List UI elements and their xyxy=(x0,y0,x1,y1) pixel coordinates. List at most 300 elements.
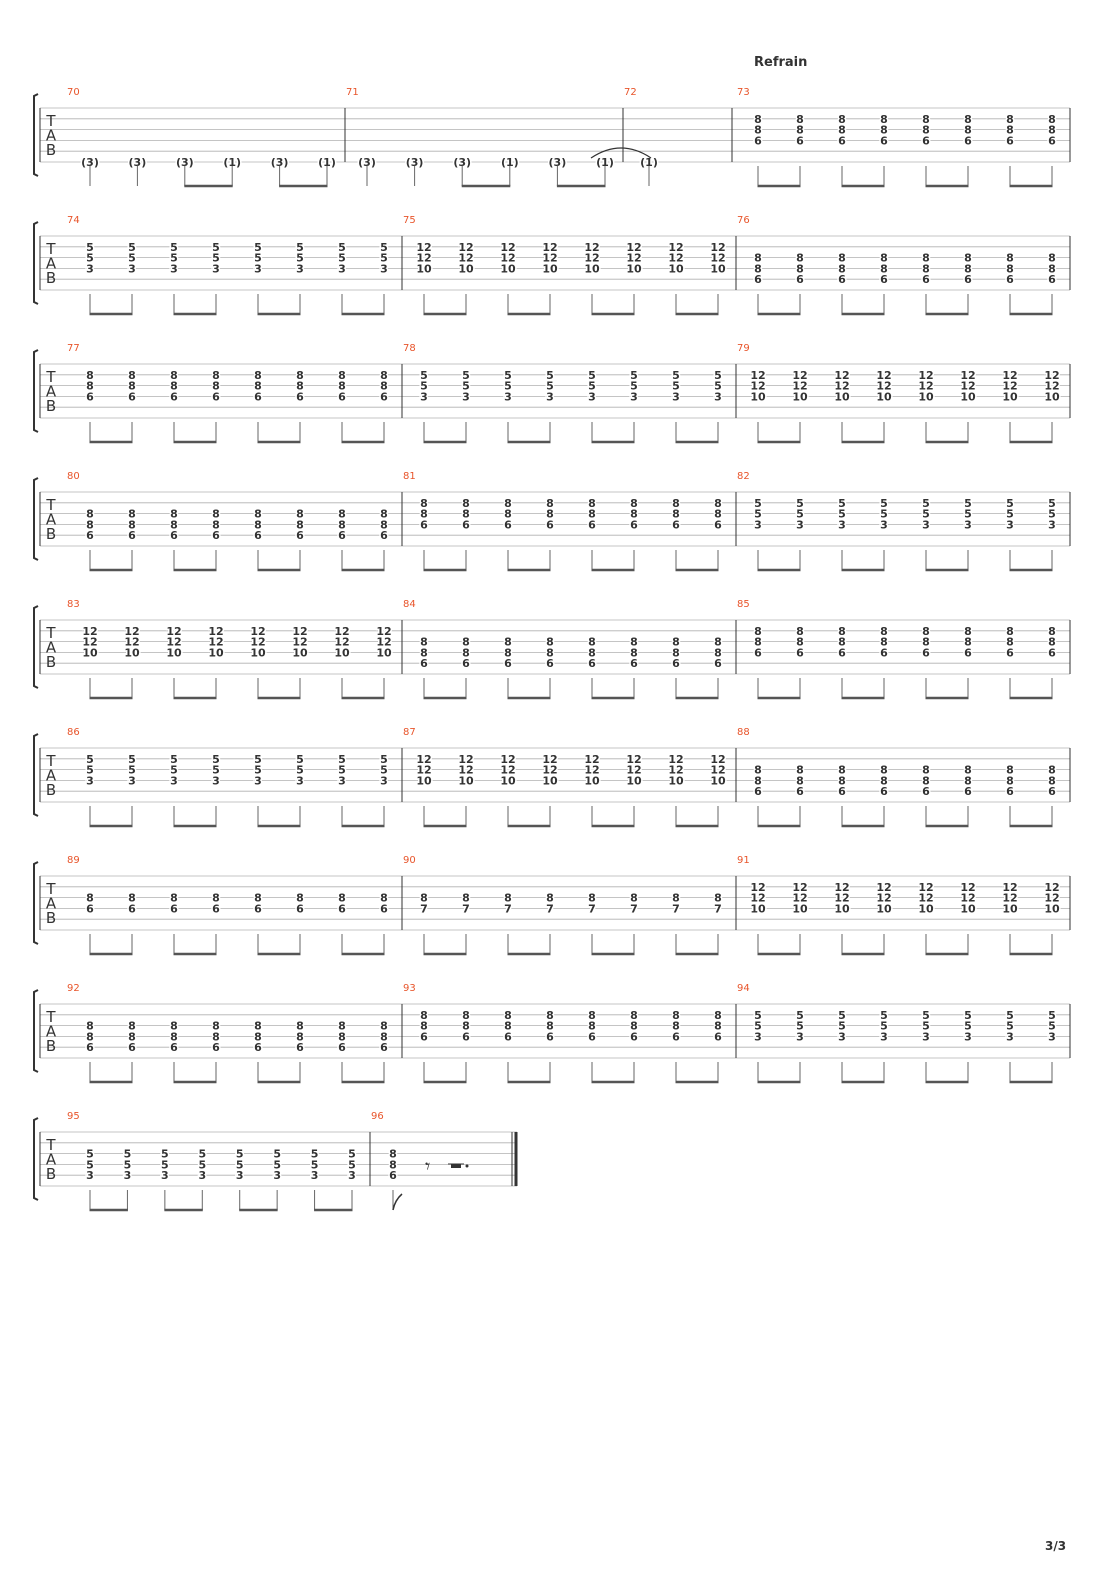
fret-number: 5 xyxy=(128,240,136,254)
fret-number: 10 xyxy=(1044,902,1060,916)
fret-number: 8 xyxy=(546,496,554,510)
fret-number: 12 xyxy=(626,763,642,777)
fret-number: 8 xyxy=(880,251,888,265)
fret-number: 8 xyxy=(1048,624,1056,638)
fret-number: 8 xyxy=(170,1030,178,1044)
fret-number: 3 xyxy=(588,390,596,404)
fret-number: 10 xyxy=(500,774,516,788)
fret-number: 8 xyxy=(880,624,888,638)
fret-number: 5 xyxy=(1048,1019,1056,1033)
fret-number: 7 xyxy=(672,902,680,916)
fret-number: 10 xyxy=(500,262,516,276)
fret-number: 5 xyxy=(348,1147,356,1161)
fret-number: (3) xyxy=(358,156,376,169)
fret-number: 6 xyxy=(922,134,930,148)
fret-number: 6 xyxy=(714,1030,722,1044)
fret-number: 3 xyxy=(672,390,680,404)
fret-number: 8 xyxy=(254,1019,262,1033)
fret-number: 5 xyxy=(198,1147,207,1161)
fret-number: 8 xyxy=(462,646,470,660)
fret-number: 3 xyxy=(338,774,346,788)
fret-number: 8 xyxy=(630,635,638,649)
fret-number: 12 xyxy=(542,763,558,777)
fret-number: 5 xyxy=(672,379,680,393)
tab-clef-letter: T xyxy=(46,368,56,386)
fret-number: 10 xyxy=(960,902,976,916)
measure-number: 75 xyxy=(403,215,416,226)
fret-number: 8 xyxy=(546,1008,554,1022)
fret-number: 6 xyxy=(380,390,388,404)
fret-number: 5 xyxy=(462,379,470,393)
fret-number: 8 xyxy=(504,496,512,510)
fret-number: 6 xyxy=(1006,273,1014,287)
fret-number: 12 xyxy=(1002,368,1018,382)
tab-clef-letter: T xyxy=(46,496,56,514)
fret-number: 8 xyxy=(1006,112,1014,126)
fret-number: 8 xyxy=(420,496,428,510)
fret-number: 6 xyxy=(546,657,554,671)
fret-number: 5 xyxy=(348,1158,356,1172)
fret-number: 5 xyxy=(504,368,512,382)
fret-number: 12 xyxy=(584,763,600,777)
fret-number: 10 xyxy=(668,774,684,788)
fret-number: 8 xyxy=(420,891,428,905)
fret-number: 6 xyxy=(338,1041,346,1055)
system-bracket xyxy=(34,606,38,688)
fret-number: 8 xyxy=(1048,112,1056,126)
fret-number: (1) xyxy=(318,156,336,169)
fret-number: 8 xyxy=(672,635,680,649)
measure-number: 80 xyxy=(67,471,80,482)
fret-number: 8 xyxy=(1048,251,1056,265)
fret-number: 12 xyxy=(668,251,684,265)
fret-number: 5 xyxy=(838,1019,846,1033)
fret-number: 8 xyxy=(922,123,930,137)
fret-number: 12 xyxy=(960,379,976,393)
fret-number: 5 xyxy=(380,251,388,265)
fret-number: 3 xyxy=(964,518,972,532)
fret-number: 6 xyxy=(462,657,470,671)
fret-number: 10 xyxy=(250,646,266,660)
eighth-flag xyxy=(393,1194,402,1210)
fret-number: 8 xyxy=(462,496,470,510)
fret-number: 12 xyxy=(710,251,726,265)
fret-number: 6 xyxy=(796,646,804,660)
fret-number: 8 xyxy=(922,635,930,649)
fret-number: 8 xyxy=(964,251,972,265)
fret-number: 6 xyxy=(420,1030,428,1044)
rest-dot xyxy=(466,1165,469,1168)
fret-number: 12 xyxy=(876,379,892,393)
fret-number: 10 xyxy=(918,902,934,916)
fret-number: 10 xyxy=(416,262,432,276)
fret-number: 5 xyxy=(380,752,388,766)
fret-number: 8 xyxy=(1006,635,1014,649)
fret-number: 12 xyxy=(376,624,392,638)
fret-number: 5 xyxy=(420,368,428,382)
fret-number: 12 xyxy=(458,251,474,265)
fret-number: 6 xyxy=(1048,273,1056,287)
fret-number: 8 xyxy=(714,635,722,649)
measure-number: 93 xyxy=(403,983,416,994)
tab-clef-letter: A xyxy=(45,1022,57,1041)
fret-number: 8 xyxy=(796,123,804,137)
tab-clef-letter: B xyxy=(45,1165,57,1183)
fret-number: 8 xyxy=(170,368,178,382)
fret-number: 8 xyxy=(838,251,846,265)
fret-number: 8 xyxy=(588,646,596,660)
fret-number: 5 xyxy=(1006,1019,1014,1033)
fret-number: 8 xyxy=(1006,774,1014,788)
fret-number: 6 xyxy=(672,1030,680,1044)
fret-number: 6 xyxy=(338,529,346,543)
measure-number: 84 xyxy=(403,599,416,610)
tab-clef-letter: B xyxy=(45,525,57,543)
fret-number: 3 xyxy=(1006,518,1014,532)
fret-number: 8 xyxy=(380,518,388,532)
fret-number: 3 xyxy=(198,1169,207,1183)
fret-number: 6 xyxy=(754,785,762,799)
measure-number: 83 xyxy=(67,599,80,610)
fret-number: 8 xyxy=(212,507,220,521)
fret-number: 8 xyxy=(546,891,554,905)
fret-number: 3 xyxy=(235,1169,244,1183)
fret-number: 10 xyxy=(1044,390,1060,404)
fret-number: 8 xyxy=(296,1030,304,1044)
fret-number: 12 xyxy=(876,891,892,905)
fret-number: 6 xyxy=(672,518,680,532)
measure-number: 70 xyxy=(67,87,80,98)
page-number: 3/3 xyxy=(1045,1539,1067,1553)
fret-number: 8 xyxy=(838,262,846,276)
fret-number: 6 xyxy=(880,646,888,660)
fret-number: 5 xyxy=(714,379,722,393)
fret-number: 12 xyxy=(876,368,892,382)
tab-clef-letter: A xyxy=(45,254,57,273)
fret-number: 12 xyxy=(500,251,516,265)
system-bracket xyxy=(34,862,38,944)
fret-number: 8 xyxy=(714,891,722,905)
fret-number: 6 xyxy=(212,902,220,916)
fret-number: 10 xyxy=(834,390,850,404)
fret-number: 10 xyxy=(416,774,432,788)
measure-number: 85 xyxy=(737,599,750,610)
fret-number: 8 xyxy=(796,774,804,788)
fret-number: 8 xyxy=(754,624,762,638)
fret-number: 5 xyxy=(838,496,846,510)
fret-number: 8 xyxy=(838,624,846,638)
fret-number: 12 xyxy=(334,635,350,649)
fret-number: 12 xyxy=(416,752,432,766)
fret-number: 8 xyxy=(462,635,470,649)
fret-number: (1) xyxy=(596,156,614,169)
fret-number: 8 xyxy=(420,646,428,660)
fret-number: 3 xyxy=(420,390,428,404)
fret-number: 8 xyxy=(880,112,888,126)
fret-number: 12 xyxy=(1002,880,1018,894)
fret-number: 12 xyxy=(750,368,766,382)
fret-number: 3 xyxy=(273,1169,281,1183)
fret-number: 6 xyxy=(630,657,638,671)
tab-clef-letter: T xyxy=(46,1136,56,1154)
fret-number: 5 xyxy=(922,496,930,510)
fret-number: 10 xyxy=(876,390,892,404)
fret-number: 8 xyxy=(254,368,262,382)
fret-number: 12 xyxy=(918,379,934,393)
fret-number: 8 xyxy=(838,112,846,126)
fret-number: 10 xyxy=(960,390,976,404)
fret-number: 10 xyxy=(584,774,600,788)
fret-number: 6 xyxy=(338,902,346,916)
fret-number: 10 xyxy=(1002,902,1018,916)
fret-number: 8 xyxy=(462,507,470,521)
fret-number: 8 xyxy=(1048,262,1056,276)
fret-number: 3 xyxy=(338,262,346,276)
fret-number: 12 xyxy=(500,240,516,254)
fret-number: 8 xyxy=(754,774,762,788)
measure-number: 96 xyxy=(371,1111,384,1122)
fret-number: 6 xyxy=(389,1169,397,1183)
fret-number: 5 xyxy=(1006,507,1014,521)
tab-clef-letter: B xyxy=(45,909,57,927)
fret-number: 12 xyxy=(668,752,684,766)
fret-number: 6 xyxy=(86,390,94,404)
fret-number: 8 xyxy=(338,507,346,521)
fret-number: 8 xyxy=(254,507,262,521)
fret-number: 8 xyxy=(546,646,554,660)
measure-number: 90 xyxy=(403,855,416,866)
fret-number: 5 xyxy=(964,1019,972,1033)
fret-number: 6 xyxy=(128,1041,136,1055)
fret-number: 5 xyxy=(212,752,220,766)
fret-number: 12 xyxy=(834,891,850,905)
fret-number: 6 xyxy=(838,134,846,148)
fret-number: 8 xyxy=(714,1008,722,1022)
fret-number: 10 xyxy=(376,646,392,660)
measure-number: 92 xyxy=(67,983,80,994)
fret-number: 5 xyxy=(796,496,804,510)
tab-clef-letter: A xyxy=(45,382,57,401)
fret-number: 8 xyxy=(796,635,804,649)
fret-number: 5 xyxy=(754,1008,762,1022)
fret-number: 5 xyxy=(880,1019,888,1033)
fret-number: 8 xyxy=(796,112,804,126)
fret-number: 6 xyxy=(838,785,846,799)
fret-number: 6 xyxy=(296,902,304,916)
fret-number: 3 xyxy=(754,1030,762,1044)
fret-number: 5 xyxy=(588,368,596,382)
fret-number: 8 xyxy=(1048,763,1056,777)
fret-number: 10 xyxy=(458,262,474,276)
fret-number: 6 xyxy=(128,390,136,404)
fret-number: 5 xyxy=(504,379,512,393)
fret-number: (3) xyxy=(405,156,424,169)
fret-number: 8 xyxy=(86,507,94,521)
fret-number: 6 xyxy=(546,518,554,532)
fret-number: 8 xyxy=(714,507,722,521)
fret-number: 8 xyxy=(128,368,136,382)
fret-number: 12 xyxy=(834,368,850,382)
fret-number: 12 xyxy=(1002,379,1018,393)
fret-number: 8 xyxy=(630,646,638,660)
fret-number: 8 xyxy=(420,635,428,649)
fret-number: 8 xyxy=(296,507,304,521)
fret-number: 5 xyxy=(198,1158,207,1172)
measure-number: 82 xyxy=(737,471,750,482)
fret-number: 8 xyxy=(86,1019,94,1033)
fret-number: 12 xyxy=(960,368,976,382)
fret-number: 12 xyxy=(710,763,726,777)
fret-number: 8 xyxy=(588,1008,596,1022)
fret-number: 3 xyxy=(838,1030,846,1044)
fret-number: 5 xyxy=(310,1147,319,1161)
fret-number: 12 xyxy=(1044,379,1060,393)
fret-number: 6 xyxy=(170,529,178,543)
measure-number: 94 xyxy=(737,983,750,994)
fret-number: 6 xyxy=(880,273,888,287)
fret-number: 5 xyxy=(86,752,94,766)
fret-number: 8 xyxy=(672,496,680,510)
fret-number: 12 xyxy=(960,891,976,905)
fret-number: 6 xyxy=(504,657,512,671)
fret-number: 8 xyxy=(86,368,94,382)
fret-number: 8 xyxy=(86,891,94,905)
fret-number: 8 xyxy=(754,112,762,126)
measure-number: 78 xyxy=(403,343,416,354)
fret-number: 12 xyxy=(416,763,432,777)
fret-number: 8 xyxy=(380,379,388,393)
fret-number: 6 xyxy=(796,785,804,799)
fret-number: 8 xyxy=(880,774,888,788)
fret-number: 6 xyxy=(170,1041,178,1055)
fret-number: 3 xyxy=(254,262,262,276)
fret-number: 12 xyxy=(542,752,558,766)
fret-number: 8 xyxy=(1006,624,1014,638)
fret-number: 8 xyxy=(296,518,304,532)
fret-number: 6 xyxy=(86,1041,94,1055)
fret-number: 12 xyxy=(584,240,600,254)
fret-number: 3 xyxy=(123,1169,132,1183)
fret-number: 3 xyxy=(296,262,304,276)
fret-number: 3 xyxy=(714,390,722,404)
fret-number: 8 xyxy=(380,1030,388,1044)
fret-number: 7 xyxy=(630,902,638,916)
fret-number: 10 xyxy=(82,646,98,660)
fret-number: 5 xyxy=(796,1008,804,1022)
fret-number: 5 xyxy=(796,507,804,521)
tab-clef-letter: B xyxy=(45,269,57,287)
fret-number: 6 xyxy=(338,390,346,404)
fret-number: 12 xyxy=(668,763,684,777)
fret-number: 3 xyxy=(1048,1030,1056,1044)
fret-number: 3 xyxy=(922,518,930,532)
fret-number: 6 xyxy=(1048,785,1056,799)
fret-number: 12 xyxy=(792,880,808,894)
fret-number: 8 xyxy=(672,507,680,521)
fret-number: 7 xyxy=(588,902,596,916)
fret-number: 8 xyxy=(588,496,596,510)
measure-number: 77 xyxy=(67,343,80,354)
fret-number: 8 xyxy=(546,507,554,521)
fret-number: 3 xyxy=(964,1030,972,1044)
fret-number: 8 xyxy=(546,1019,554,1033)
fret-number: 5 xyxy=(86,240,94,254)
fret-number: 6 xyxy=(1006,134,1014,148)
fret-number: 8 xyxy=(796,251,804,265)
fret-number: 5 xyxy=(254,240,262,254)
fret-number: 8 xyxy=(170,507,178,521)
fret-number: 12 xyxy=(376,635,392,649)
fret-number: 6 xyxy=(588,1030,596,1044)
measure-number: 86 xyxy=(67,727,80,738)
fret-number: 3 xyxy=(838,518,846,532)
fret-number: 12 xyxy=(584,251,600,265)
fret-number: 12 xyxy=(626,251,642,265)
measure-number: 74 xyxy=(67,215,80,226)
fret-number: 8 xyxy=(630,891,638,905)
measure-number: 95 xyxy=(67,1111,80,1122)
fret-number: 5 xyxy=(380,763,388,777)
tab-clef-letter: T xyxy=(46,880,56,898)
fret-number: 3 xyxy=(922,1030,930,1044)
fret-number: 5 xyxy=(1006,496,1014,510)
fret-number: 5 xyxy=(796,1019,804,1033)
fret-number: 8 xyxy=(462,1008,470,1022)
fret-number: 5 xyxy=(161,1147,169,1161)
tab-clef-letter: B xyxy=(45,781,57,799)
fret-number: 12 xyxy=(834,379,850,393)
fret-number: 10 xyxy=(668,262,684,276)
fret-number: 3 xyxy=(754,518,762,532)
fret-number: 5 xyxy=(296,752,304,766)
fret-number: 8 xyxy=(1048,774,1056,788)
fret-number: 10 xyxy=(124,646,140,660)
fret-number: 8 xyxy=(338,379,346,393)
fret-number: 8 xyxy=(128,1030,136,1044)
fret-number: 8 xyxy=(504,635,512,649)
fret-number: 6 xyxy=(1006,785,1014,799)
fret-number: (3) xyxy=(175,156,194,169)
fret-number: 6 xyxy=(754,646,762,660)
fret-number: 10 xyxy=(166,646,182,660)
fret-number: 8 xyxy=(212,891,220,905)
fret-number: 5 xyxy=(235,1158,244,1172)
fret-number: 6 xyxy=(212,1041,220,1055)
fret-number: 6 xyxy=(420,518,428,532)
fret-number: 12 xyxy=(918,368,934,382)
tab-clef-letter: A xyxy=(45,638,57,657)
system-bracket xyxy=(34,478,38,560)
fret-number: 12 xyxy=(458,763,474,777)
fret-number: 6 xyxy=(420,657,428,671)
fret-number: 8 xyxy=(796,262,804,276)
fret-number: 5 xyxy=(128,763,136,777)
fret-number: 5 xyxy=(170,251,178,265)
fret-number: 6 xyxy=(86,529,94,543)
fret-number: 8 xyxy=(964,624,972,638)
fret-number: 8 xyxy=(588,507,596,521)
fret-number: 5 xyxy=(296,763,304,777)
fret-number: 5 xyxy=(880,496,888,510)
fret-number: 12 xyxy=(334,624,350,638)
fret-number: 12 xyxy=(750,880,766,894)
fret-number: 8 xyxy=(922,112,930,126)
fret-number: 8 xyxy=(922,251,930,265)
tab-clef-letter: T xyxy=(46,240,56,258)
fret-number: 6 xyxy=(1006,646,1014,660)
fret-number: 8 xyxy=(420,1019,428,1033)
fret-number: 8 xyxy=(922,763,930,777)
